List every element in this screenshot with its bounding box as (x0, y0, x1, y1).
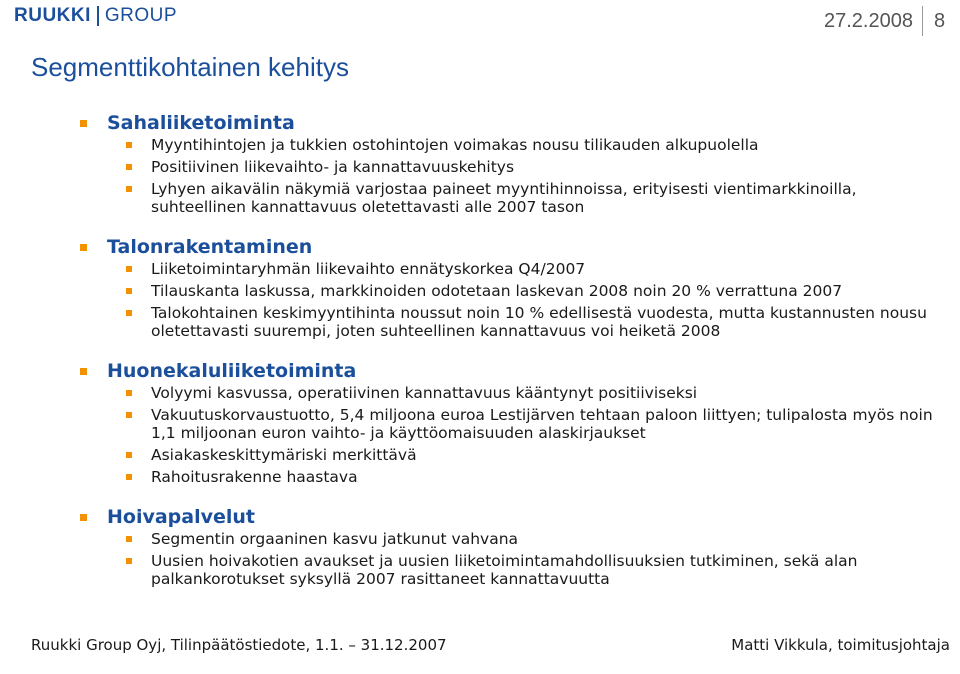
bullet-icon (126, 288, 132, 294)
list-item: Rahoitusrakenne haastava (126, 468, 950, 486)
bullet-icon (80, 368, 87, 375)
list-item: Liiketoimintaryhmän liikevaihto ennätyskorkea Q4/2007 (126, 260, 950, 278)
section-title: Sahaliiketoiminta (107, 112, 295, 134)
bullet-icon (126, 536, 132, 542)
bullet-icon (126, 186, 132, 192)
footer-right: Matti Vikkula, toimitusjohtaja (731, 636, 950, 654)
section-title: Huonekaluliiketoiminta (107, 360, 357, 382)
bullet-icon (126, 412, 132, 418)
section-hoivapalvelut (80, 506, 950, 588)
list-item: Segmentin orgaaninen kasvu jatkunut vahvana (126, 530, 950, 548)
logo-main-text: RUUKKI (14, 5, 91, 26)
list-item: Uusien hoivakotien avaukset ja uusien liiketoimintamahdollisuuksien tutkiminen, sekä alan palkankorotukset syksyllä 2007 rasittaneet kannattavuutta (126, 552, 950, 588)
bullet-list (80, 136, 950, 216)
section-huonekaluliiketoiminta (80, 360, 950, 486)
list-item: Myyntihintojen ja tukkien ostohintojen voimakas nousu tilikauden alkupuolella (126, 136, 950, 154)
page-number: 8 (934, 10, 946, 32)
section-talonrakentaminen (80, 236, 950, 340)
section-title: Hoivapalvelut (107, 506, 256, 528)
bullet-icon (126, 558, 132, 564)
bullet-list (80, 530, 950, 588)
list-item: Lyhyen aikavälin näkymiä varjostaa paineet myyntihinnoissa, erityisesti vientimarkkinoilla, suhteellinen kannattavuus oletettavasti alle 2007 tason (126, 180, 950, 216)
logo-sub-text: GROUP (104, 5, 178, 26)
bullet-icon (126, 164, 132, 170)
slide-title: Segmenttikohtainen kehitys (31, 52, 349, 82)
list-item: Volyymi kasvussa, operatiivinen kannattavuus kääntynyt positiiviseksi (126, 384, 950, 402)
footer-left: Ruukki Group Oyj, Tilinpäätöstiedote, 1.1. – 31.12.2007 (31, 636, 447, 654)
bullet-icon (80, 514, 87, 521)
slide-content (80, 112, 950, 606)
section-heading (80, 360, 950, 382)
company-logo (14, 5, 177, 27)
bullet-icon (126, 266, 132, 272)
logo-divider (97, 6, 99, 26)
list-item: Tilauskanta laskussa, markkinoiden odotetaan laskevan 2008 noin 20 % verrattuna 2007 (126, 282, 950, 300)
section-heading (80, 506, 950, 528)
section-sahaliiketoiminta (80, 112, 950, 216)
section-heading (80, 112, 950, 134)
list-item: Positiivinen liikevaihto- ja kannattavuuskehitys (126, 158, 950, 176)
list-item: Talokohtainen keskimyyntihinta noussut noin 10 % edellisestä vuodesta, mutta kustannusten nousu oletettavasti suurempi, joten suhteellinen kannattavuus voi heiketä 2008 (126, 304, 950, 340)
header-separator (922, 6, 923, 36)
bullet-list (80, 260, 950, 340)
list-item: Asiakaskeskittymäriski merkittävä (126, 446, 950, 464)
bullet-icon (126, 474, 132, 480)
section-heading (80, 236, 950, 258)
bullet-icon (126, 142, 132, 148)
bullet-list (80, 384, 950, 486)
slide-header (0, 0, 960, 40)
slide-date: 27.2.2008 (824, 10, 913, 32)
section-title: Talonrakentaminen (107, 236, 313, 258)
bullet-icon (126, 452, 132, 458)
list-item: Vakuutuskorvaustuotto, 5,4 miljoona euroa Lestijärven tehtaan paloon liittyen; tulipalosta myös noin 1,1 miljoonan euron vaihto- ja käyttöomaisuuden alaskirjaukset (126, 406, 950, 442)
bullet-icon (126, 390, 132, 396)
bullet-icon (126, 310, 132, 316)
bullet-icon (80, 120, 87, 127)
bullet-icon (80, 244, 87, 251)
